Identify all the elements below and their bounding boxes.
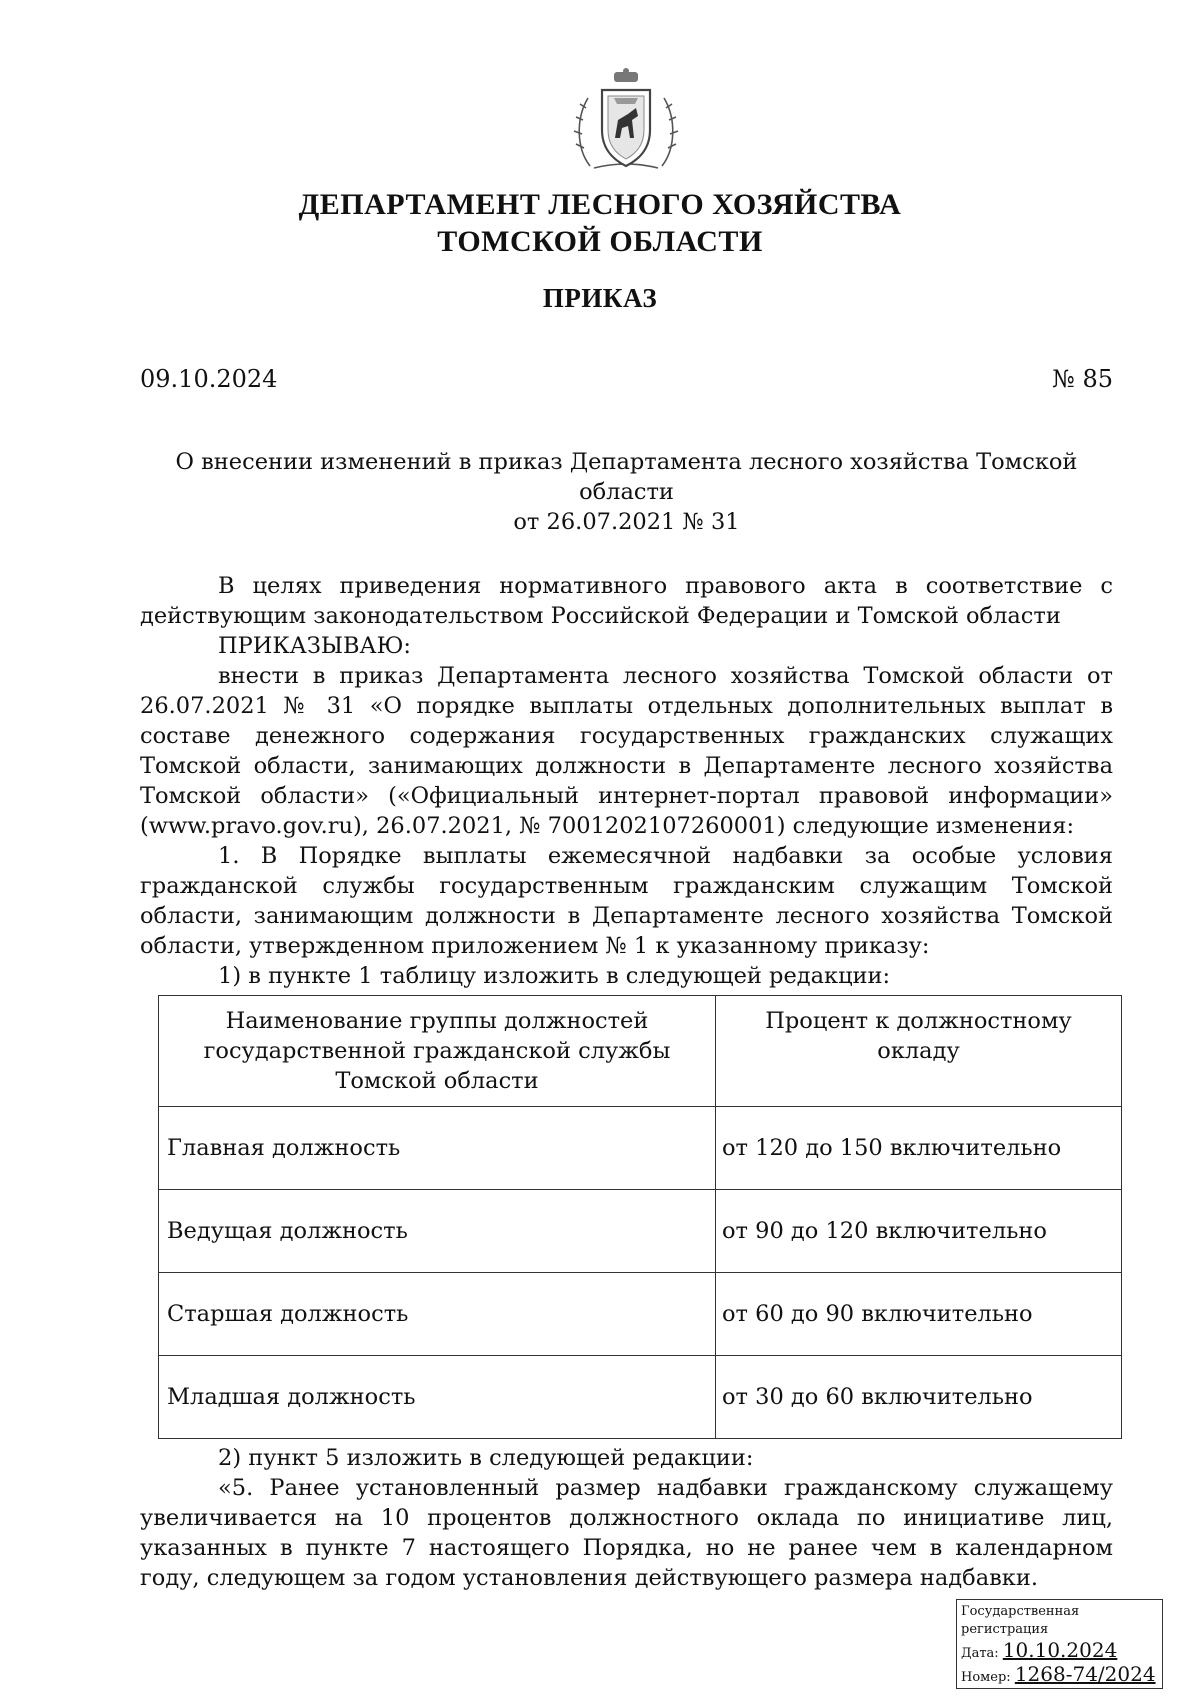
table-header-cell: Наименование группы должностей государственной гражданской службы Томской области [159,996,716,1107]
department-name-line2: ТОМСКОЙ ОБЛАСТИ [437,225,763,258]
stamp-title: Государственная регистрация [961,1604,1080,1637]
table-row [159,1107,1122,1190]
clause-1-1-paragraph: 1) в пункте 1 таблицу изложить в следующей редакции: [218,963,891,989]
order-number: № 85 [1052,365,1113,393]
order-date: 09.10.2024 [140,365,278,393]
preamble-paragraph: В целях приведения нормативного правового акта в соответствие с действующим законодательством Российской Федерации и Томской области [140,573,1113,629]
department-name-line1: ДЕПАРТАМЕНТ ЛЕСНОГО ХОЗЯЙСТВА [298,188,902,221]
table-cell-percent: от 120 до 150 включительно [716,1107,1122,1190]
document-type: ПРИКАЗ [542,283,658,313]
table-cell-percent: от 30 до 60 включительно [716,1356,1122,1439]
subject-line-1: О внесении изменений в приказ Департамента лесного хозяйства Томской области [175,449,1078,505]
amendment-intro-paragraph: внести в приказ Департамента лесного хозяйства Томской области от 26.07.2021 № 31 «О порядке выплаты отдельных дополнительных выплат в составе денежного содержания государственных гражданских служащих Томской области, занимающих должности в Департаменте лесного хозяйства Томской области» («Официальный интернет-портал правовой информации» (www.pravo.gov.ru), 26.07.2021, № 7001202107260001) следующие изменения: [140,663,1113,839]
order-body [140,571,1113,1593]
table-row [159,1356,1122,1439]
table-cell-position: Ведущая должность [159,1190,716,1273]
table-cell-position: Главная должность [159,1107,716,1190]
table-cell-percent: от 60 до 90 включительно [716,1273,1122,1356]
stamp-date-row [961,1638,1158,1663]
stamp-date-value: 10.10.2024 [1002,1638,1118,1662]
coat-of-arms-icon [570,68,682,176]
clause-1-paragraph: 1. В Порядке выплаты ежемесячной надбавки за особые условия гражданской службы государственным гражданским служащим Томской области, занимающим должности в Департаменте лесного хозяйства Томской области, утвержденном приложением № 1 к указанному приказу: [140,843,1113,959]
table-row [159,1190,1122,1273]
allowance-table [158,995,1122,1439]
clause-5-text-paragraph: «5. Ранее установленный размер надбавки гражданскому служащему увеличивается на 10 процентов должностного оклада по инициативе лиц, указанных в пункте 7 настоящего Порядка, но не ранее чем в календарном году, следующем за годом установления действующего размера надбавки. [140,1475,1113,1591]
table-header-row [159,996,1122,1107]
table-header-cell: Процент к должностному окладу [716,996,1122,1107]
registration-stamp [956,1599,1163,1689]
subject-line-2: от 26.07.2021 № 31 [513,509,740,535]
table-cell-position: Старшая должность [159,1273,716,1356]
stamp-number-value: 1268-74/2024 [1014,1662,1156,1686]
table-cell-position: Младшая должность [159,1356,716,1439]
clause-1-2-paragraph: 2) пункт 5 изложить в следующей редакции: [218,1445,754,1471]
stamp-date-label: Дата: [961,1646,999,1661]
order-subject [140,447,1113,537]
table-row [159,1273,1122,1356]
order-directive: ПРИКАЗЫВАЮ: [218,633,411,659]
table-cell-percent: от 90 до 120 включительно [716,1190,1122,1273]
stamp-number-row [961,1662,1158,1687]
stamp-number-label: Номер: [961,1670,1011,1685]
